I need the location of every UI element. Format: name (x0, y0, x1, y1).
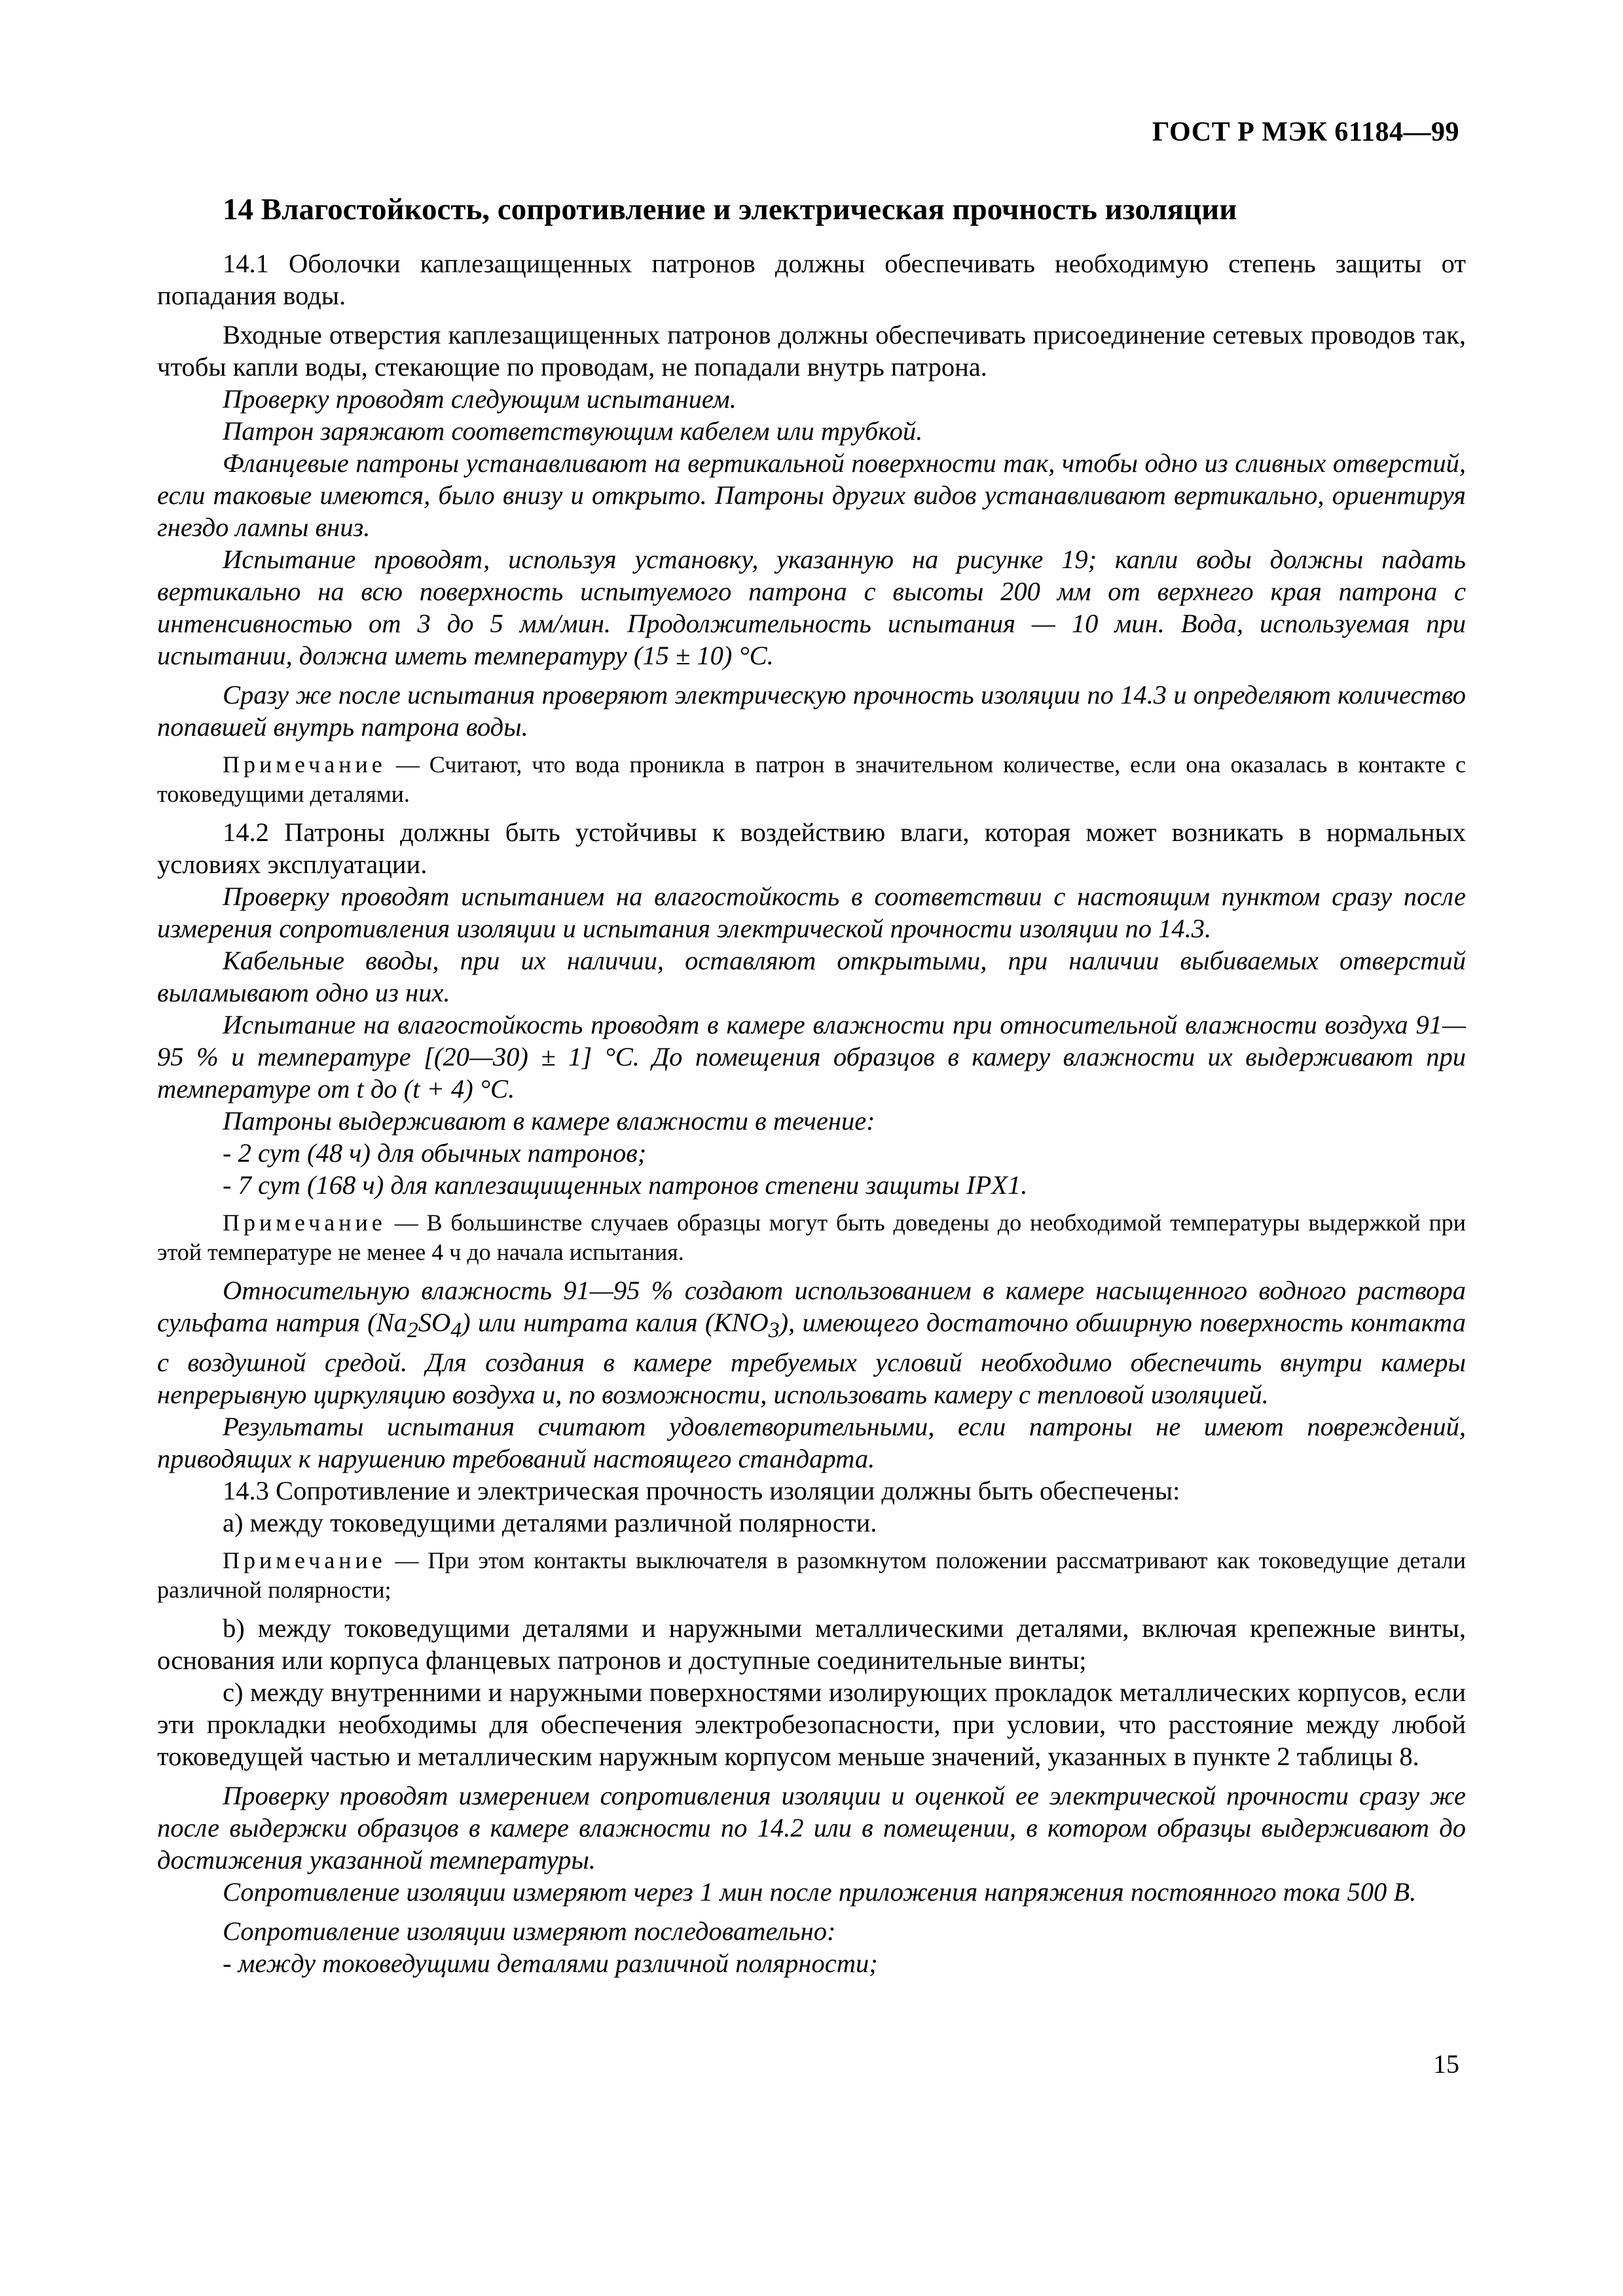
note-text: — В большинстве случаев образцы могут быть доведены до необходимой температуры выдержкой при этой температуре не менее 4 ч до начала испытания. (157, 1210, 1466, 1265)
paragraph: Результаты испытания считают удовлетворительными, если патроны не имеют повреждений, приводящих к нарушению требований настоящего стандарта. (157, 1412, 1466, 1474)
note-label: Примечание (223, 1547, 386, 1574)
paragraph: Сразу же после испытания проверяют электрическую прочность изоляции по 14.3 и определяют количество попавшей внутрь патрона воды. (157, 680, 1466, 742)
note-text: — Считают, что вода проникла в патрон в значительном количестве, если она оказалась в контакте с токоведущими деталями. (157, 751, 1466, 807)
note (157, 750, 1466, 809)
list-item: b) между токоведущими деталями и наружными металлическими деталями, включая крепежные винты, основания или корпуса фланцевых патронов и доступные соединительные винты; (157, 1613, 1466, 1676)
list-item: c) между внутренними и наружными поверхностями изолирующих прокладок металлических корпусов, если эти прокладки необходимы для обеспечения электробезопасности, при условии, что расстояние между любой токоведущей частью и металлическим наружным корпусом меньше значений, указанных в пункте 2 таблицы 8. (157, 1677, 1466, 1772)
page-number: 15 (1433, 2049, 1459, 2079)
paragraph: Патроны выдерживают в камере влажности в течение: (223, 1106, 875, 1136)
list-item: a) между токоведущими деталями различной полярности. (223, 1508, 877, 1538)
subscript: 4 (450, 1318, 462, 1343)
subscript: 3 (768, 1318, 780, 1343)
list-item: - между токоведущими деталями различной полярности; (223, 1948, 878, 1979)
text-run: SO (418, 1308, 451, 1337)
paragraph: Проверку проводят измерением сопротивления изоляции и оценкой ее электрической прочности сразу же после выдержки образцов в камере влажности по 14.2 или в помещении, в котором образцы выдерживают до достижения указанной температуры. (157, 1781, 1466, 1875)
paragraph: 14.3 Сопротивление и электрическая прочность изоляции должны быть обеспечены: (223, 1476, 1180, 1506)
paragraph: Испытание проводят, используя установку, указанную на рисунке 19; капли воды должны падать вертикально на всю поверхность испытуемого патрона с высоты 200 мм от верхнего края патрона с интенсивностью от 3 до 5 мм/мин. Продолжительность испытания — 10 мин. Вода, используемая при испытании, должна иметь температуру (15 ± 10) °С. (157, 545, 1466, 670)
text-run: Относительную влажность 91—95 % создают использованием в камере насыщенного водного раствора сульфата натрия (Na (157, 1276, 1466, 1337)
document-body (157, 190, 1466, 1979)
paragraph: Проверку проводят испытанием на влагостойкость в соответствии с настоящим пунктом сразу после измерения сопротивления изоляции и испытания электрической прочности изоляции по 14.3. (157, 882, 1466, 943)
paragraph: 14.1 Оболочки каплезащищенных патронов должны обеспечивать необходимую степень защиты от попадания воды. (157, 249, 1466, 310)
subscript: 2 (407, 1318, 418, 1343)
list-item: - 7 сут (168 ч) для каплезащищенных патронов степени защиты IPX1. (223, 1170, 1028, 1200)
note-text: — При этом контакты выключателя в разомкнутом положении рассматривают как токоведущие детали различной полярности; (157, 1547, 1466, 1604)
paragraph: Испытание на влагостойкость проводят в камере влажности при относительной влажности воздуха 91—95 % и температуре [(20—30) ± 1] °С. До помещения образцов в камеру влажности их выдерживают при температуре от t до (t + 4) °С. (157, 1010, 1466, 1103)
paragraph (157, 1274, 1466, 1410)
text-run: ), имеющего достаточно обширную поверхность контакта с воздушной средой. Для создания в камере требуемых условий необходимо обеспечить внутри камеры непрерывную циркуляцию воздуха и, по возможности, использовать камеру с тепловой изоляцией. (157, 1308, 1466, 1410)
paragraph: Проверку проводят следующим испытанием. (223, 384, 737, 414)
note (157, 1546, 1466, 1605)
note (157, 1208, 1466, 1267)
paragraph: Патрон заряжают соответствующим кабелем или трубкой. (223, 416, 923, 446)
paragraph: Сопротивление изоляции измеряют через 1 мин после приложения напряжения постоянного тока 500 В. (223, 1877, 1417, 1907)
note-label: Примечание (223, 1210, 386, 1236)
paragraph: Сопротивление изоляции измеряют последовательно: (223, 1916, 836, 1946)
standard-code: ГОСТ Р МЭК 61184—99 (1152, 117, 1459, 147)
list-item: - 2 сут (48 ч) для обычных патронов; (223, 1138, 647, 1168)
paragraph: Кабельные вводы, при их наличии, оставляют открытыми, при наличии выбиваемых отверстий выламывают одно из них. (157, 946, 1466, 1007)
note-label: Примечание (223, 751, 386, 778)
section-title: 14 Влагостойкость, сопротивление и электрическая прочность изоляции (223, 192, 1237, 226)
paragraph: Входные отверстия каплезащищенных патронов должны обеспечивать присоединение сетевых проводов так, чтобы капли воды, стекающие по проводам, не попадали внутрь патрона. (157, 320, 1466, 382)
text-run: ) или нитрата калия (KNO (462, 1308, 769, 1337)
paragraph: Фланцевые патроны устанавливают на вертикальной поверхности так, чтобы одно из сливных отверстий, если таковые имеются, было внизу и открыто. Патроны других видов устанавливают вертикально, ориентируя гнездо лампы вниз. (157, 448, 1466, 542)
paragraph: 14.2 Патроны должны быть устойчивы к воздействию влаги, которая может возникать в нормальных условиях эксплуатации. (157, 817, 1466, 879)
